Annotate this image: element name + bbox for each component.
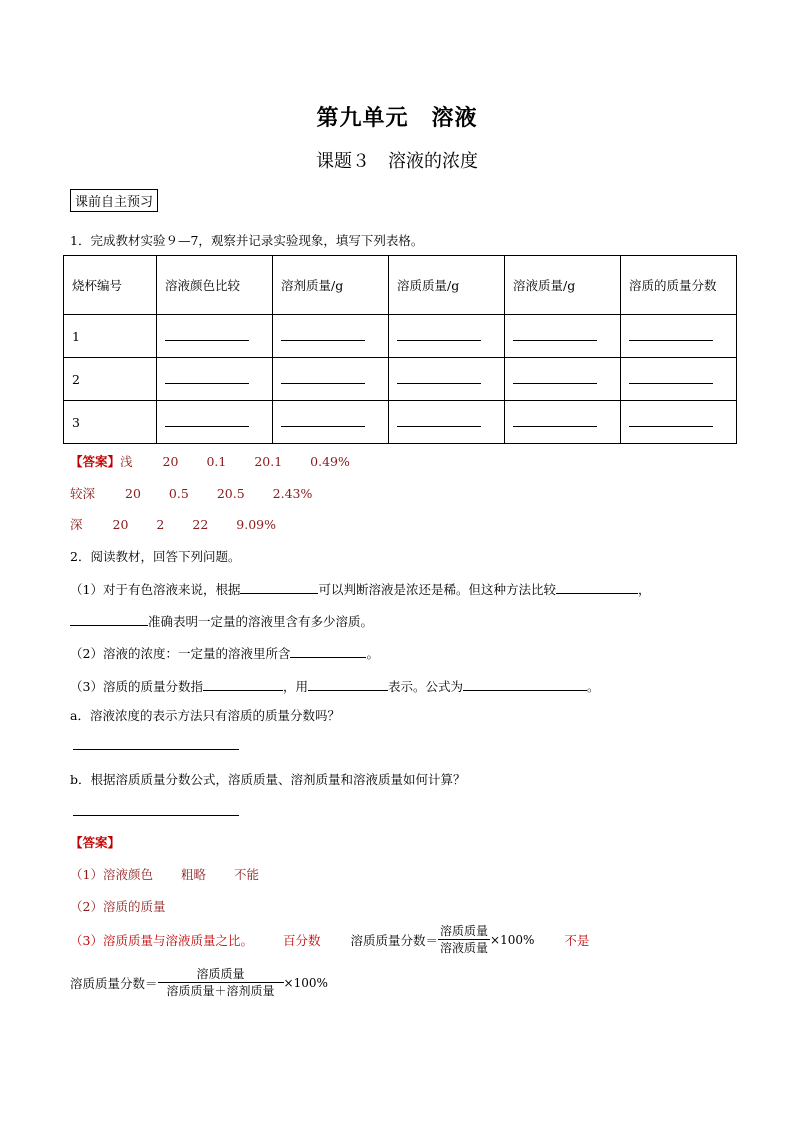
answer-value: 浅	[120, 454, 133, 469]
q2-part1-cont	[70, 612, 373, 630]
table-header: 溶液质量/g	[505, 256, 621, 315]
q2-answer-2: （2）溶质的质量	[70, 899, 166, 914]
answer-value: 0.5	[168, 486, 189, 501]
formula-fraction	[158, 966, 284, 999]
q2-answer-3	[70, 923, 589, 956]
page-title: 第九单元 溶液	[316, 106, 478, 131]
fill-blank[interactable]	[281, 414, 365, 427]
answer-value: 0.1	[206, 454, 227, 469]
table-header: 溶液颜色比较	[157, 256, 273, 315]
fill-blank[interactable]	[629, 328, 713, 341]
text: 。	[587, 679, 600, 694]
fraction-numerator: 溶质质量	[440, 924, 489, 938]
text: ，	[637, 582, 651, 597]
formula-fraction	[438, 923, 490, 956]
text: ，用	[282, 679, 308, 694]
section-label: 课前自主预习	[70, 189, 158, 212]
fill-blank[interactable]	[203, 678, 283, 691]
table-row	[64, 315, 737, 358]
answer-value: （1）溶液颜色	[70, 867, 153, 882]
text: 可以判断溶液是浓还是稀。但这种方法比较	[318, 582, 556, 597]
formula-multiplier: ×100%	[283, 975, 328, 990]
answer-tag: 【答案】	[70, 454, 121, 469]
answer-value: 20	[112, 517, 129, 532]
answer-value: 2	[156, 517, 165, 532]
answer-value: 20.1	[254, 454, 283, 469]
fill-blank[interactable]	[513, 328, 597, 341]
fraction-numerator: 溶质质量	[158, 966, 284, 983]
q2-answer-1	[70, 865, 259, 883]
q2-answer-tag: 【答案】	[70, 835, 121, 850]
fill-blank[interactable]	[513, 371, 597, 384]
table-header: 溶剂质量/g	[273, 256, 389, 315]
row-number: 2	[64, 358, 157, 401]
table-header: 溶质质量/g	[389, 256, 505, 315]
fill-blank[interactable]	[463, 678, 587, 691]
answer-value: 百分数	[282, 932, 321, 948]
answer-line-b[interactable]	[73, 815, 239, 816]
table-row	[64, 358, 737, 401]
q1-answer-row	[70, 452, 350, 470]
fill-blank[interactable]	[165, 371, 249, 384]
answer-value: 深	[70, 517, 83, 532]
text: 准确表明一定量的溶液里含有多少溶质。	[148, 614, 374, 629]
answer-value: 20.5	[216, 486, 245, 501]
answer-line-a[interactable]	[73, 749, 239, 750]
lesson-subtitle: 课题３ 溶液的浓度	[316, 151, 478, 172]
fill-blank[interactable]	[397, 371, 481, 384]
text: （3）溶质的质量分数指	[70, 679, 203, 694]
fill-blank[interactable]	[70, 613, 148, 626]
q1-answer-row	[70, 515, 276, 533]
answer-value: 粗略	[180, 867, 206, 882]
fill-blank[interactable]	[240, 581, 318, 594]
text: （2）溶液的浓度：一定量的溶液里所含	[70, 646, 291, 661]
answer-value: 不是	[564, 932, 590, 948]
text: （1）对于有色溶液来说，根据	[70, 582, 241, 597]
q2-part1	[70, 580, 651, 598]
answer-value: 9.09%	[236, 517, 276, 532]
answer-value: （3）溶质质量与溶液质量之比。	[70, 932, 253, 948]
fill-blank[interactable]	[281, 328, 365, 341]
answer-value: 20	[162, 454, 179, 469]
q2-part2	[70, 644, 379, 662]
fill-blank[interactable]	[290, 645, 366, 658]
answer-value: 20	[125, 486, 141, 501]
fraction-denominator: 溶质质量＋溶剂质量	[166, 984, 275, 998]
fill-blank[interactable]	[513, 414, 597, 427]
formula-multiplier: ×100%	[490, 932, 535, 947]
fill-blank[interactable]	[629, 371, 713, 384]
text: 表示。公式为	[387, 679, 463, 694]
q2-prompt: 2．阅读教材，回答下列问题。	[70, 549, 241, 564]
fill-blank[interactable]	[397, 328, 481, 341]
fill-blank[interactable]	[397, 414, 481, 427]
formula-lhs: 溶质质量分数＝	[350, 932, 438, 948]
row-number: 3	[64, 401, 157, 444]
fill-blank[interactable]	[629, 414, 713, 427]
q1-answer-row	[70, 484, 312, 502]
fill-blank[interactable]	[308, 678, 388, 691]
q2-part3	[70, 677, 600, 695]
table-row	[64, 401, 737, 444]
formula-lhs: 溶质质量分数＝	[70, 975, 158, 991]
answer-value: 22	[192, 517, 209, 532]
answer-value: 0.49%	[310, 454, 350, 469]
question-a: a．溶液浓度的表示方法只有溶质的质量分数吗？	[70, 708, 340, 723]
answer-value: 2.43%	[272, 486, 313, 501]
table-header: 烧杯编号	[64, 256, 157, 315]
text: 。	[366, 646, 379, 661]
row-number: 1	[64, 315, 157, 358]
answer-value: 较深	[70, 486, 96, 501]
answer-value: 不能	[233, 867, 259, 882]
fill-blank[interactable]	[165, 328, 249, 341]
fill-blank[interactable]	[556, 581, 638, 594]
formula-2	[70, 966, 328, 999]
q1-prompt: 1．完成教材实验９—7，观察并记录实验现象，填写下列表格。	[70, 233, 424, 248]
table-header: 溶质的质量分数	[621, 256, 737, 315]
fill-blank[interactable]	[165, 414, 249, 427]
question-b: b．根据溶质质量分数公式，溶质质量、溶剂质量和溶液质量如何计算？	[70, 772, 466, 787]
fraction-denominator: 溶液质量	[440, 941, 489, 955]
fill-blank[interactable]	[281, 371, 365, 384]
experiment-table	[63, 255, 737, 444]
